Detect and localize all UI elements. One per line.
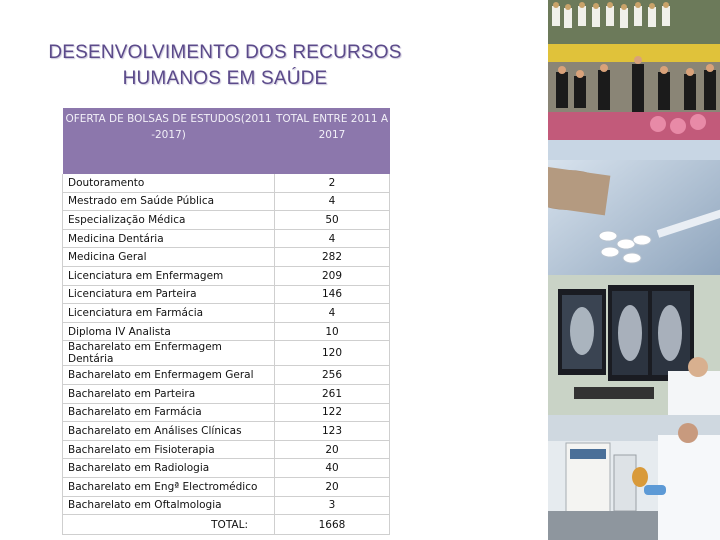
course-total-cell: 20	[275, 440, 390, 459]
course-name-cell: Bacharelato em Enfermagem Dentária	[63, 341, 275, 366]
course-name-cell: Bacharelato em Oftalmologia	[63, 496, 275, 515]
course-total-cell: 20	[275, 477, 390, 496]
x-ray-monitors-photo	[548, 275, 720, 415]
course-total-cell: 50	[275, 211, 390, 230]
course-name-cell: Bacharelato em Parteira	[63, 384, 275, 403]
course-name-cell: Medicina Dentária	[63, 229, 275, 248]
course-name-cell: Bacharelato em Farmácia	[63, 403, 275, 422]
course-total-cell: 120	[275, 341, 390, 366]
course-name-cell: Licenciatura em Enfermagem	[63, 266, 275, 285]
course-name-cell: Bacharelato em Análises Clínicas	[63, 422, 275, 441]
table-row	[63, 248, 390, 267]
table-row	[63, 285, 390, 304]
total-value: 1668	[275, 515, 390, 535]
table-row	[63, 192, 390, 211]
table-row	[63, 211, 390, 230]
course-name-cell: Licenciatura em Parteira	[63, 285, 275, 304]
header-total: TOTAL ENTRE 2011 A 2017	[275, 108, 390, 174]
course-name-cell: Doutoramento	[63, 174, 275, 192]
table-row	[63, 496, 390, 515]
table-row	[63, 384, 390, 403]
course-name-cell: Bacharelato em Engª Electromédico	[63, 477, 275, 496]
total-label: TOTAL:	[63, 515, 275, 535]
total-row	[63, 515, 390, 535]
table-row	[63, 229, 390, 248]
scholarship-table-container	[62, 108, 390, 535]
course-total-cell: 122	[275, 403, 390, 422]
slide-title-line-2: HUMANOS EM SAÚDE	[122, 68, 328, 89]
table-row	[63, 304, 390, 323]
table-row	[63, 366, 390, 385]
table-row	[63, 341, 390, 366]
table-row	[63, 174, 390, 192]
course-name-cell: Diploma IV Analista	[63, 322, 275, 341]
medication-pills-photo	[548, 140, 720, 275]
course-total-cell: 40	[275, 459, 390, 478]
course-total-cell: 2	[275, 174, 390, 192]
course-name-cell: Bacharelato em Enfermagem Geral	[63, 366, 275, 385]
course-total-cell: 209	[275, 266, 390, 285]
slide-title	[30, 40, 420, 92]
table-row	[63, 440, 390, 459]
course-total-cell: 123	[275, 422, 390, 441]
course-name-cell: Bacharelato em Radiologia	[63, 459, 275, 478]
table-row	[63, 477, 390, 496]
table-header-row	[63, 108, 390, 174]
course-name-cell: Especialização Médica	[63, 211, 275, 230]
laboratory-equipment-photo	[548, 415, 720, 540]
table-row	[63, 403, 390, 422]
table-row	[63, 422, 390, 441]
course-total-cell: 146	[275, 285, 390, 304]
course-total-cell: 261	[275, 384, 390, 403]
course-total-cell: 3	[275, 496, 390, 515]
table-row	[63, 266, 390, 285]
photo-collage	[548, 0, 720, 540]
course-total-cell: 256	[275, 366, 390, 385]
course-name-cell: Bacharelato em Fisioterapia	[63, 440, 275, 459]
slide-title-line-1: DESENVOLVIMENTO DOS RECURSOS	[48, 42, 402, 63]
table-body	[63, 174, 390, 515]
course-total-cell: 282	[275, 248, 390, 267]
course-total-cell: 4	[275, 304, 390, 323]
course-total-cell: 10	[275, 322, 390, 341]
header-course: OFERTA DE BOLSAS DE ESTUDOS(2011 -2017)	[63, 108, 275, 174]
table-row	[63, 322, 390, 341]
graduation-ceremony-photo	[548, 0, 720, 140]
scholarship-table	[62, 108, 390, 535]
table-row	[63, 459, 390, 478]
course-name-cell: Medicina Geral	[63, 248, 275, 267]
course-total-cell: 4	[275, 192, 390, 211]
course-name-cell: Mestrado em Saúde Pública	[63, 192, 275, 211]
course-total-cell: 4	[275, 229, 390, 248]
course-name-cell: Licenciatura em Farmácia	[63, 304, 275, 323]
